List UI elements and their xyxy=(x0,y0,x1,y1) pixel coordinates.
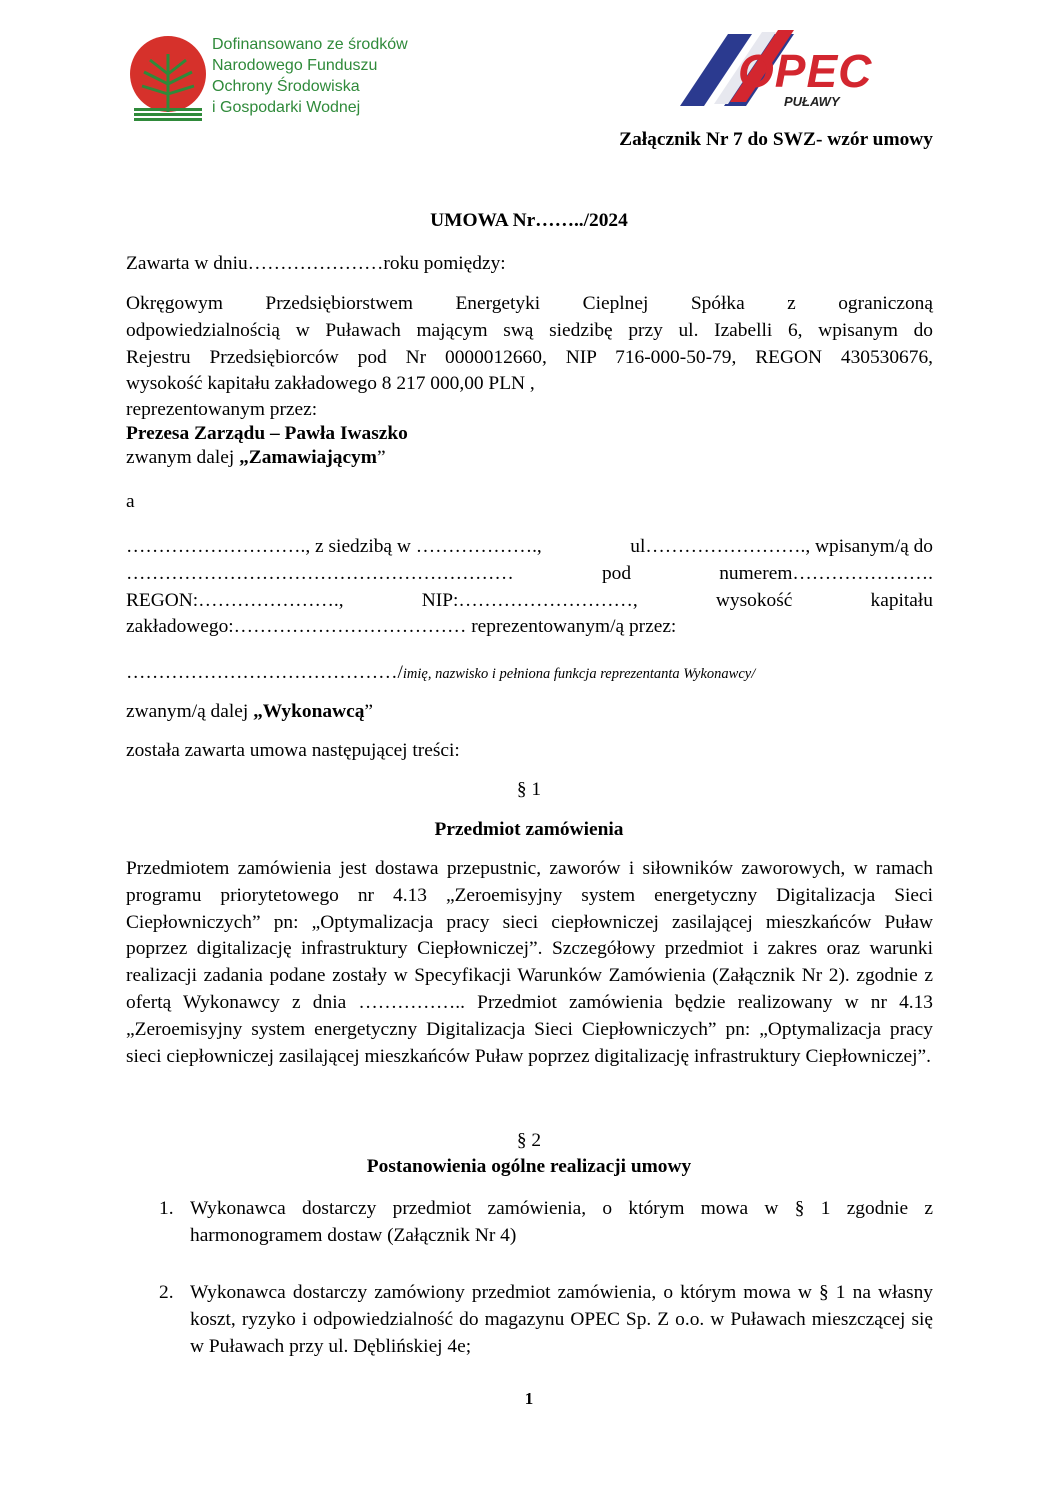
word: Energetyki xyxy=(455,293,541,314)
party1-represented-label: reprezentowanym przez: xyxy=(126,399,318,421)
opec-logo xyxy=(676,30,912,118)
party2-block xyxy=(126,534,933,641)
nfos-caption xyxy=(212,34,408,118)
party1-line: odpowiedzialnością w Puławach mającym swą siedzibę przy ul. Izabelli 6, wpisanym do xyxy=(126,319,933,341)
alias-prefix: zwanym/ą dalej xyxy=(126,701,254,722)
opec-logo-subtitle: PUŁAWY xyxy=(784,94,840,109)
text-segment: wysokość xyxy=(715,589,793,611)
word: Okręgowym xyxy=(126,293,223,314)
party2-line xyxy=(126,534,933,561)
text-segment: NIP:………………………, xyxy=(421,589,638,611)
alias-name: „Zamawiającym xyxy=(239,447,377,469)
party1-block xyxy=(126,291,933,470)
text-segment: ul……………………., wpisanym/ą do xyxy=(630,536,933,557)
list-item-number: 1. xyxy=(159,1198,174,1219)
section2-heading: Postanowienia ogólne realizacji umowy xyxy=(366,1156,692,1177)
alias-name: „Wykonawcą xyxy=(253,701,365,722)
opec-logo-text: OPEC xyxy=(738,45,873,97)
document-title: UMOWA Nr……../2024 xyxy=(430,210,628,231)
nfos-line: Ochrony Środowiska xyxy=(212,78,360,95)
nfos-line: i Gospodarki Wodnej xyxy=(212,99,361,116)
alias-prefix: zwanym dalej xyxy=(126,447,240,469)
list-item-number: 2. xyxy=(159,1282,174,1303)
word: ograniczoną xyxy=(838,293,933,314)
nfos-line: Dofinansowano ze środków xyxy=(212,36,408,53)
rep-dots: ……………………………………/ xyxy=(126,662,403,683)
word: z xyxy=(787,293,796,314)
section1-heading: Przedmiot zamówienia xyxy=(434,819,624,840)
word: Cieplnej xyxy=(582,293,649,314)
text-segment: ………………………., z siedzibą w ………………., xyxy=(126,536,542,557)
party2-line xyxy=(126,588,933,615)
text-segment: REGON:…………………., xyxy=(126,589,344,611)
word: Spółka xyxy=(690,293,745,314)
text-segment: …………………………………………………… xyxy=(126,562,514,584)
text-segment: numerem…………………. xyxy=(719,562,933,584)
annex-label: Załącznik Nr 7 do SWZ- wzór umowy xyxy=(619,129,933,150)
conjunction: a xyxy=(126,491,135,512)
intro-line: Zawarta w dniu…………………roku pomiędzy: xyxy=(126,253,506,274)
text-segment: pod xyxy=(601,562,632,584)
party1-line: Rejestru Przedsiębiorców pod Nr 0000012660, NIP 716-000-50-79, REGON 430530676, xyxy=(126,346,933,368)
concluded-line: została zawarta umowa następującej treści: xyxy=(126,740,460,761)
list-item-text: Wykonawca dostarczy zamówiony przedmiot zamówienia, o którym mowa w § 1 na własny koszt, ryzyko i odpowiedzialność do magazynu OPEC Sp. Z o.o. w Puławach mieszczącej się w Puławach przy ul. Dęblińskiej 4e; xyxy=(190,1282,933,1357)
section1-text: Przedmiotem zamówienia jest dostawa przepustnic, zaworów i siłowników zaworowych, w ramach programu priorytetowego nr 4.13 „Zeroemisyjny system energetyczny Digitalizacja Sieci Ciepłowniczych” pn: „Optymalizacja pracy sieci ciepłowniczej zasilającej mieszkańców Puław poprzez digitalizację infrastruktury Ciepłowniczej”. Szczegółowy przedmiot i zakres oraz warunki realizacji zadania podane zostały w Specyfikacji Warunków Zamówienia (Załącznik Nr 2). zgodnie z ofertą Wykonawcy z dnia …………….. Przedmiot zamówienia będzie realizowany w nr 4.13 „Zeroemisyjny system energetyczny Digitalizacja Sieci Ciepłowniczych” pn: „Optymalizacja pracy sieci ciepłowniczej zasilającej mieszkańców Puław poprzez digitalizację infrastruktury Ciepłowniczej”. xyxy=(126,858,933,1067)
nfos-line: Narodowego Funduszu xyxy=(212,57,378,74)
list-item-text: Wykonawca dostarczy przedmiot zamówienia, o którym mowa w § 1 zgodnie z harmonogramem dostaw (Załącznik Nr 4) xyxy=(190,1198,933,1246)
alias-suffix: ” xyxy=(376,447,386,469)
page-number: 1 xyxy=(524,1389,534,1408)
word: Przedsiębiorstwem xyxy=(265,293,413,314)
party2-alias xyxy=(126,699,933,726)
section1-number: § 1 xyxy=(516,779,542,800)
party1-alias xyxy=(126,446,933,470)
text-segment: kapitału xyxy=(870,589,933,611)
alias-suffix: ” xyxy=(364,701,373,722)
rep-note: imię, nazwisko i pełniona funkcja reprezentanta Wykonawcy/ xyxy=(402,666,756,682)
party2-representative-line xyxy=(126,660,933,688)
party1-line xyxy=(126,291,933,318)
party1-representative: Prezesa Zarządu – Pawła Iwaszko xyxy=(126,423,408,445)
party2-line xyxy=(126,561,933,588)
nfos-emblem-icon xyxy=(128,34,208,122)
section2-number: § 2 xyxy=(516,1130,542,1151)
party2-line: zakładowego:……………………………… reprezentowanym/ą przez: xyxy=(126,616,677,638)
party1-line: wysokość kapitału zakładowego 8 217 000,00 PLN , xyxy=(126,373,535,395)
